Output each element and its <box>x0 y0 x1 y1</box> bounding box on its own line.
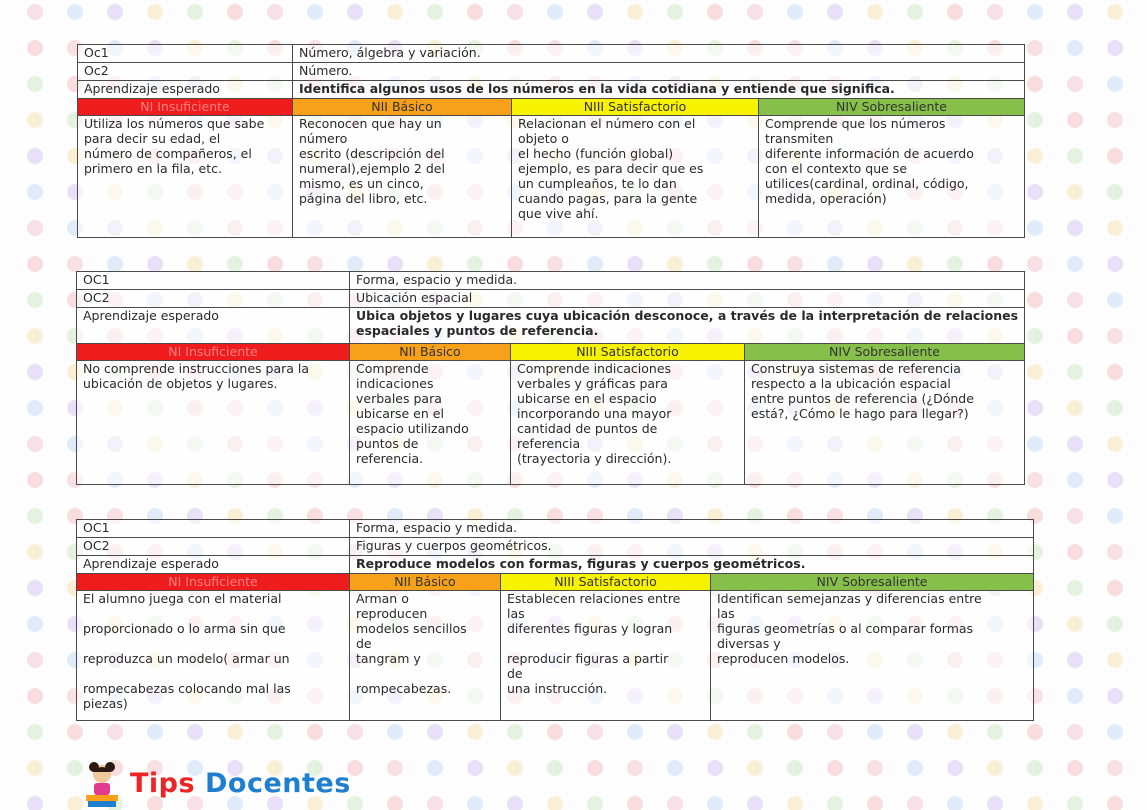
level-satisfactorio: NIII Satisfactorio <box>501 574 711 591</box>
descriptor-satisfactorio: Establecen relaciones entre las diferentes figuras y logran reproducir figuras a partir de una instrucción. <box>501 591 711 721</box>
aprendizaje-value: Ubica objetos y lugares cuya ubicación desconoce, a través de la interpretación de relaciones espaciales y puntos de referencia. <box>350 308 1025 344</box>
oc1-label: OC1 <box>77 520 350 538</box>
level-insuficiente: NI Insuficiente <box>78 99 293 116</box>
descriptor-satisfactorio: Comprende indicaciones verbales y gráficas para ubicarse en el espacio incorporando una mayor cantidad de puntos de referencia (trayectoria y dirección). <box>511 361 745 485</box>
descriptor-basico: Reconocen que hay un número escrito (descripción del numeral),ejemplo 2 del mismo, es un cinco, página del libro, etc. <box>293 116 512 238</box>
logo-word-tips: Tips <box>130 768 196 799</box>
descriptor-sobresaliente: Identifican semejanzas y diferencias entre las figuras geometrías o al comparar formas diversas y reproducen modelos. <box>711 591 1034 721</box>
level-satisfactorio: NIII Satisfactorio <box>511 344 745 361</box>
oc1-label: Oc1 <box>78 45 293 63</box>
level-basico: NII Básico <box>350 344 511 361</box>
logo-word-docentes: Docentes <box>204 768 351 799</box>
aprendizaje-value: Reproduce modelos con formas, figuras y cuerpos geométricos. <box>350 556 1034 574</box>
descriptor-satisfactorio: Relacionan el número con el objeto o el hecho (función global) ejemplo, es para decir que es un cumpleaños, te lo dan cuando pagas, para la gente que vive ahí. <box>512 116 759 238</box>
aprendizaje-label: Aprendizaje esperado <box>77 308 350 344</box>
descriptor-insuficiente: El alumno juega con el material proporcionado o lo arma sin que reproduzca un modelo( armar un rompecabezas colocando mal las piezas) <box>77 591 350 721</box>
rubric-table-ubicacion <box>76 271 1025 485</box>
aprendizaje-value: Identifica algunos usos de los números en la vida cotidiana y entiende que significa. <box>293 81 1025 99</box>
descriptor-basico: Arman o reproducen modelos sencillos de tangram y rompecabezas. <box>350 591 501 721</box>
oc1-value: Forma, espacio y medida. <box>350 272 1025 290</box>
level-basico: NII Básico <box>350 574 501 591</box>
aprendizaje-label: Aprendizaje esperado <box>77 556 350 574</box>
descriptor-sobresaliente: Comprende que los números transmiten diferente información de acuerdo con el contexto que se utilices(cardinal, ordinal, código, medida, operación) <box>759 116 1025 238</box>
aprendizaje-label: Aprendizaje esperado <box>78 81 293 99</box>
oc1-value: Número, álgebra y variación. <box>293 45 1025 63</box>
rubric-table-figuras <box>76 519 1034 721</box>
descriptor-basico: Comprende indicaciones verbales para ubicarse en el espacio utilizando puntos de referencia. <box>350 361 511 485</box>
level-sobresaliente: NIV Sobresaliente <box>759 99 1025 116</box>
level-satisfactorio: NIII Satisfactorio <box>512 99 759 116</box>
level-insuficiente: NI Insuficiente <box>77 574 350 591</box>
oc2-label: OC2 <box>77 290 350 308</box>
oc2-label: OC2 <box>77 538 350 556</box>
oc1-value: Forma, espacio y medida. <box>350 520 1034 538</box>
level-sobresaliente: NIV Sobresaliente <box>711 574 1034 591</box>
tips-docentes-logo <box>130 768 351 799</box>
level-sobresaliente: NIV Sobresaliente <box>745 344 1025 361</box>
descriptor-sobresaliente: Construya sistemas de referencia respecto a la ubicación espacial entre puntos de referencia (¿Dónde está?, ¿Cómo le hago para llegar?) <box>745 361 1025 485</box>
descriptor-insuficiente: Utiliza los números que sabe para decir su edad, el número de compañeros, el primero en la fila, etc. <box>78 116 293 238</box>
descriptor-insuficiente: No comprende instrucciones para la ubicación de objetos y lugares. <box>77 361 350 485</box>
level-basico: NII Básico <box>293 99 512 116</box>
oc2-value: Número. <box>293 63 1025 81</box>
oc1-label: OC1 <box>77 272 350 290</box>
oc2-label: Oc2 <box>78 63 293 81</box>
rubric-table-numero <box>77 44 1025 238</box>
oc2-value: Ubicación espacial <box>350 290 1025 308</box>
oc2-value: Figuras y cuerpos geométricos. <box>350 538 1034 556</box>
level-insuficiente: NI Insuficiente <box>77 344 350 361</box>
